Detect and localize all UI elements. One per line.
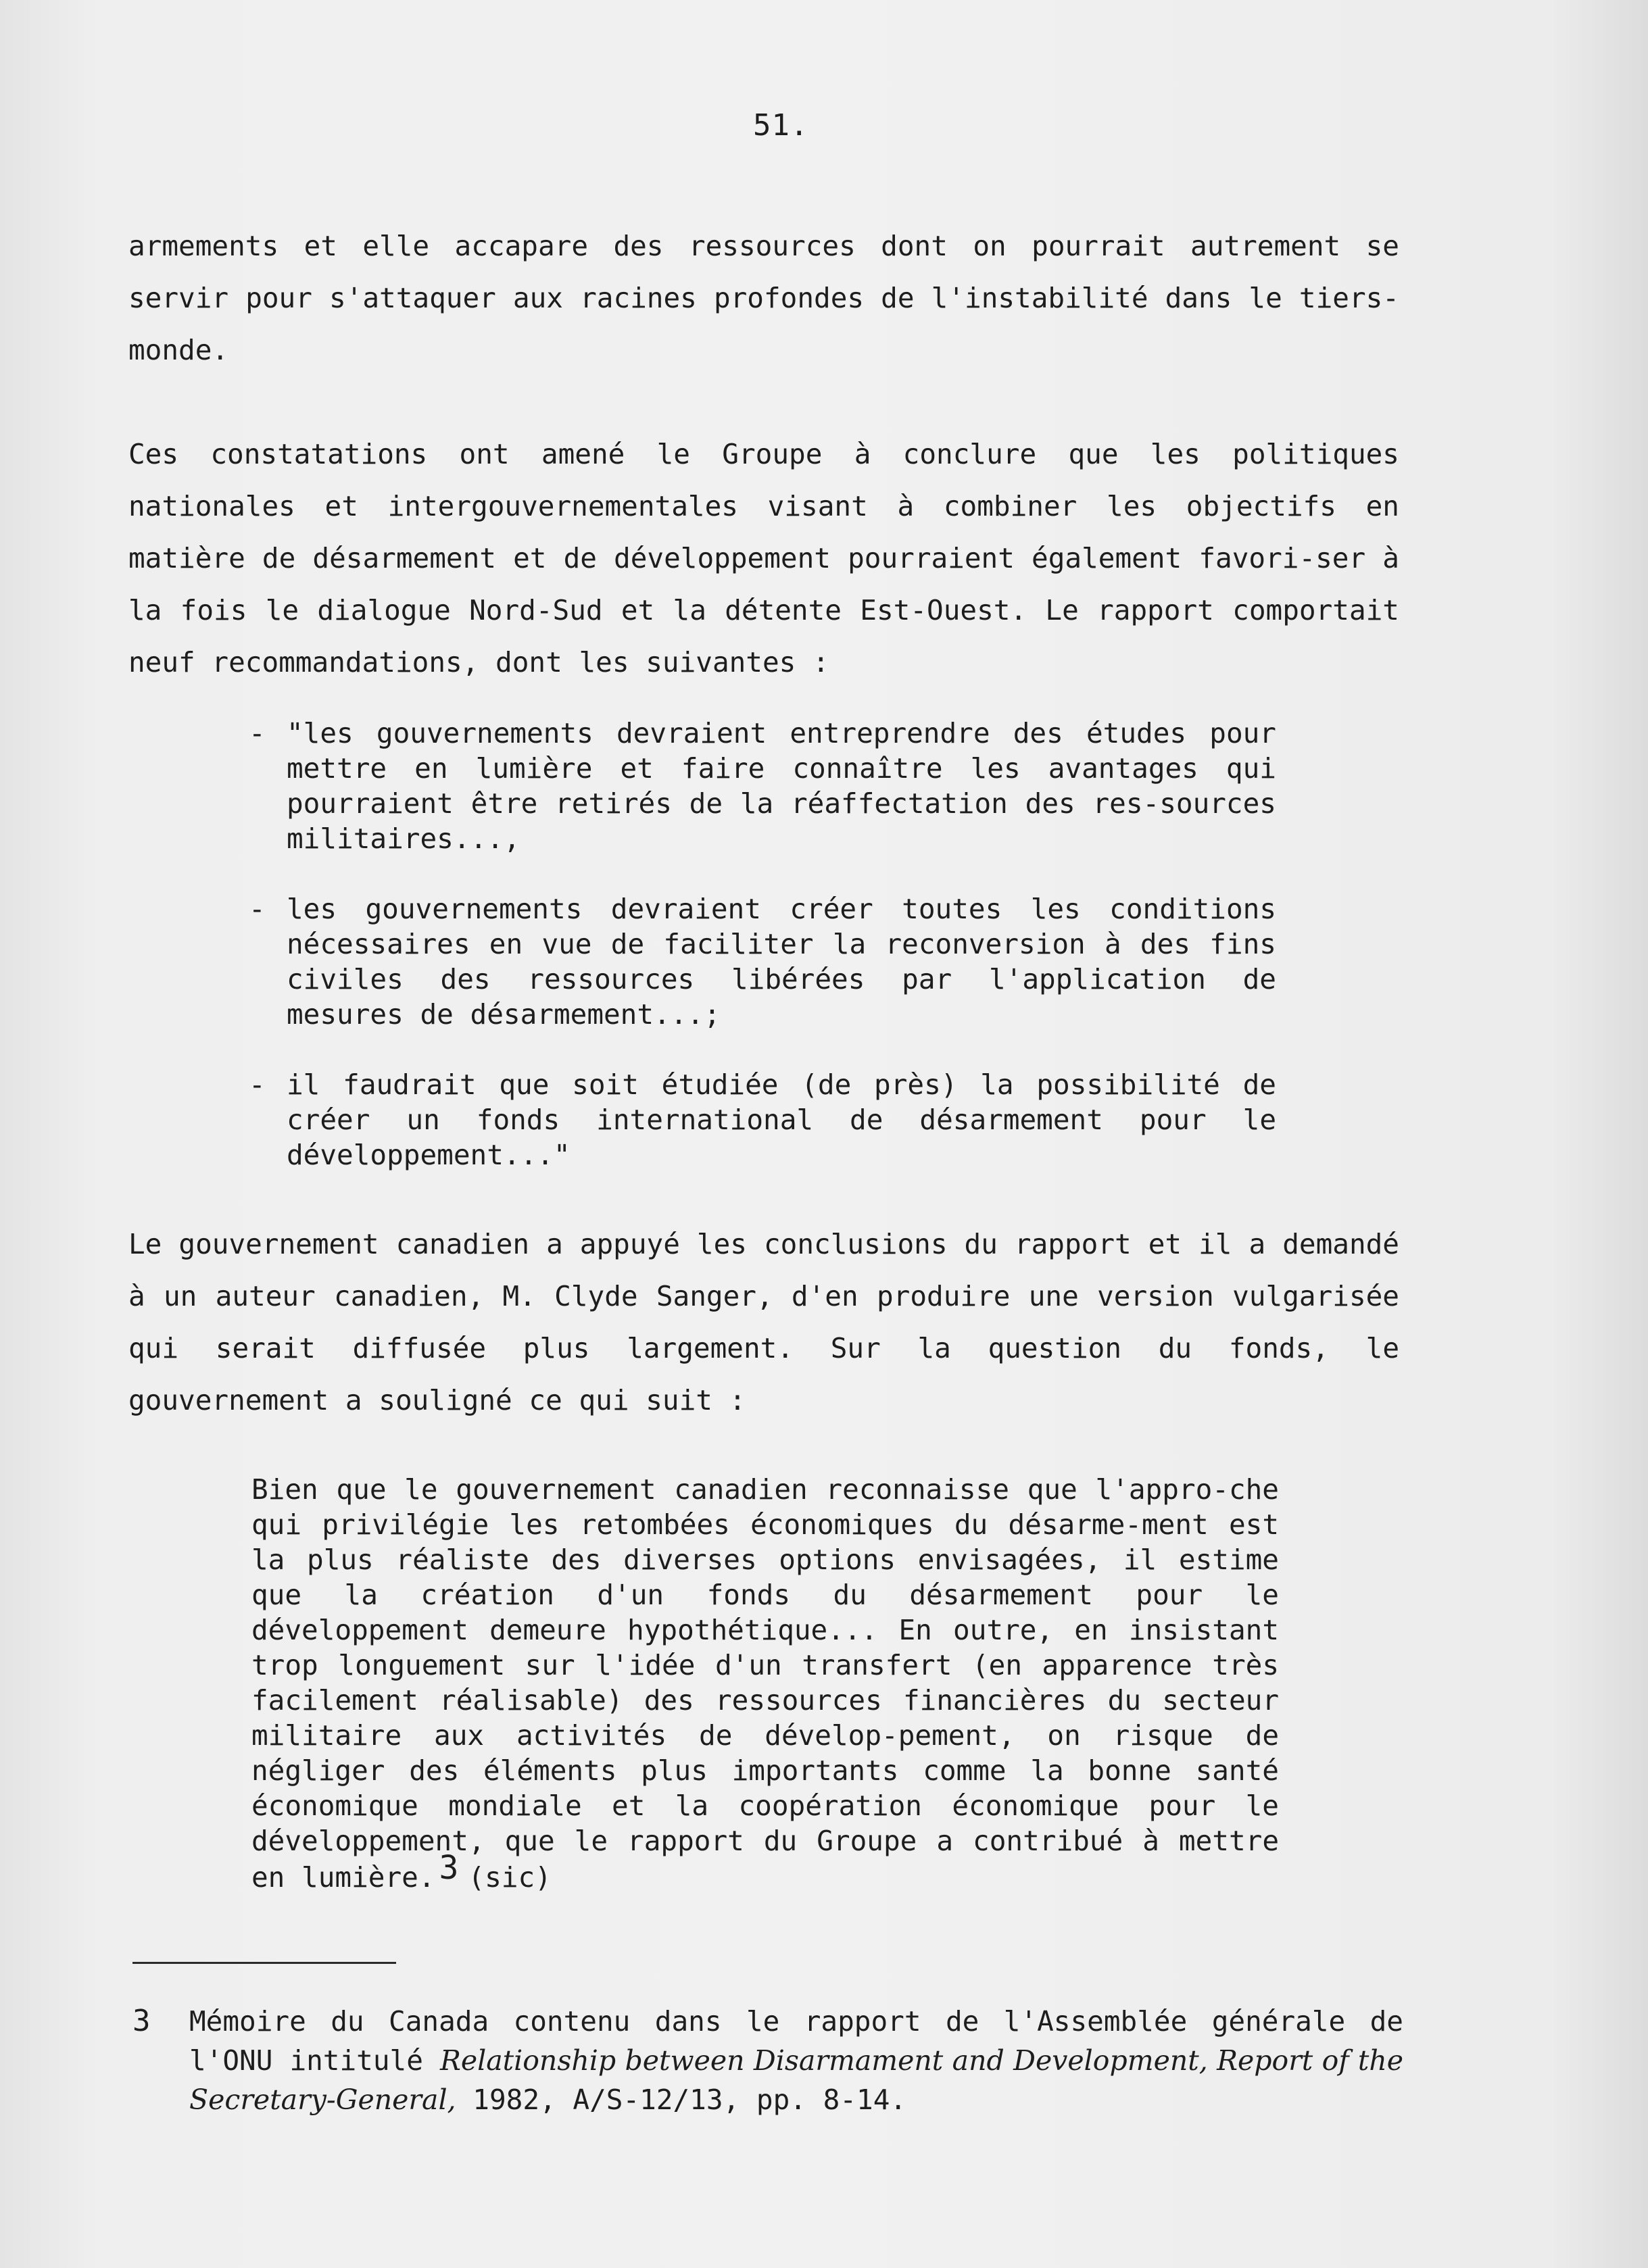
footnote-tail: 1982, A/S-12/13, pp. 8-14. [472,2084,907,2116]
page-number: 51. [753,108,809,143]
recommendation-item [249,891,1276,1032]
list-dash: - [249,893,266,925]
footnote-text [189,2002,1403,2119]
recommendation-text: il faudrait que soit étudiée (de près) la possibilité de créer un fonds international de désarmement pour le développement..." [287,1068,1276,1171]
paragraph-group-conclusions: Ces constatations ont amené le Groupe à conclure que les politiques nationales et intergouvernementales visant à combiner les objectifs en matière de désarmement et de développement pourraient également favori-ser à la fois le dialogue Nord-Sud et la détente Est-Ouest. Le rapport comportait neuf recommandations, dont les suivantes : [128,438,1399,679]
paragraph-instability: armements et elle accapare des ressources dont on pourrait autrement se servir pour s'attaquer aux racines profondes de l'instabilité dans le tiers-monde. [128,230,1399,366]
block-quote [251,1472,1279,1895]
recommendation-text: les gouvernements devraient créer toutes les conditions nécessaires en vue de faciliter la reconversion à des fins civiles des ressources libérées par l'application de mesures de désarmement...; [287,893,1276,1031]
footnote-separator [132,1962,396,1964]
footnote-reference: 3 [439,1849,459,1887]
quote-text: Bien que le gouvernement canadien reconnaisse que l'appro-che qui privilégie les retombées économiques du désarme-ment est la plus réaliste des diverses options envisagées, il estime que la création d'un fonds du désarmement pour le développement demeure hypothétique... En outre, en insistant trop longuement sur l'idée d'un transfert (en apparence très facilement réalisable) des ressources financières du secteur militaire aux activités de dévelop-pement, on risque de négliger des éléments plus importants comme la bonne santé économique mondiale et la coopération économique pour le développement, que le rapport du Groupe a contribué à mettre en lumière. [251,1473,1279,1894]
footnote [132,2002,1403,2119]
quote-sic: (sic) [468,1861,552,1894]
recommendation-item [249,1067,1276,1173]
recommendation-text: "les gouvernements devraient entreprendre des études pour mettre en lumière et faire connaître les avantages qui pourraient être retirés de la réaffectation des res-sources militaires..., [287,717,1276,855]
paragraph-canadian-government: Le gouvernement canadien a appuyé les conclusions du rapport et il a demandé à un auteur canadien, M. Clyde Sanger, d'en produire une version vulgarisée qui serait diffusée plus largement. Sur la question du fonds, le gouvernement a souligné ce qui suit : [128,1228,1399,1416]
recommendation-item [249,716,1276,856]
footnote-title: Relationship between Disarmament and Development, Report of the Secretary-General, [189,2044,1404,2116]
list-dash: - [249,717,266,749]
footnote-number: 3 [132,2004,151,2038]
list-dash: - [249,1068,266,1101]
footnote-lead: Mémoire du Canada contenu dans le rapport de l'Assemblée générale de l'ONU intitulé [189,2005,1403,2077]
recommendations-list [249,716,1276,1208]
